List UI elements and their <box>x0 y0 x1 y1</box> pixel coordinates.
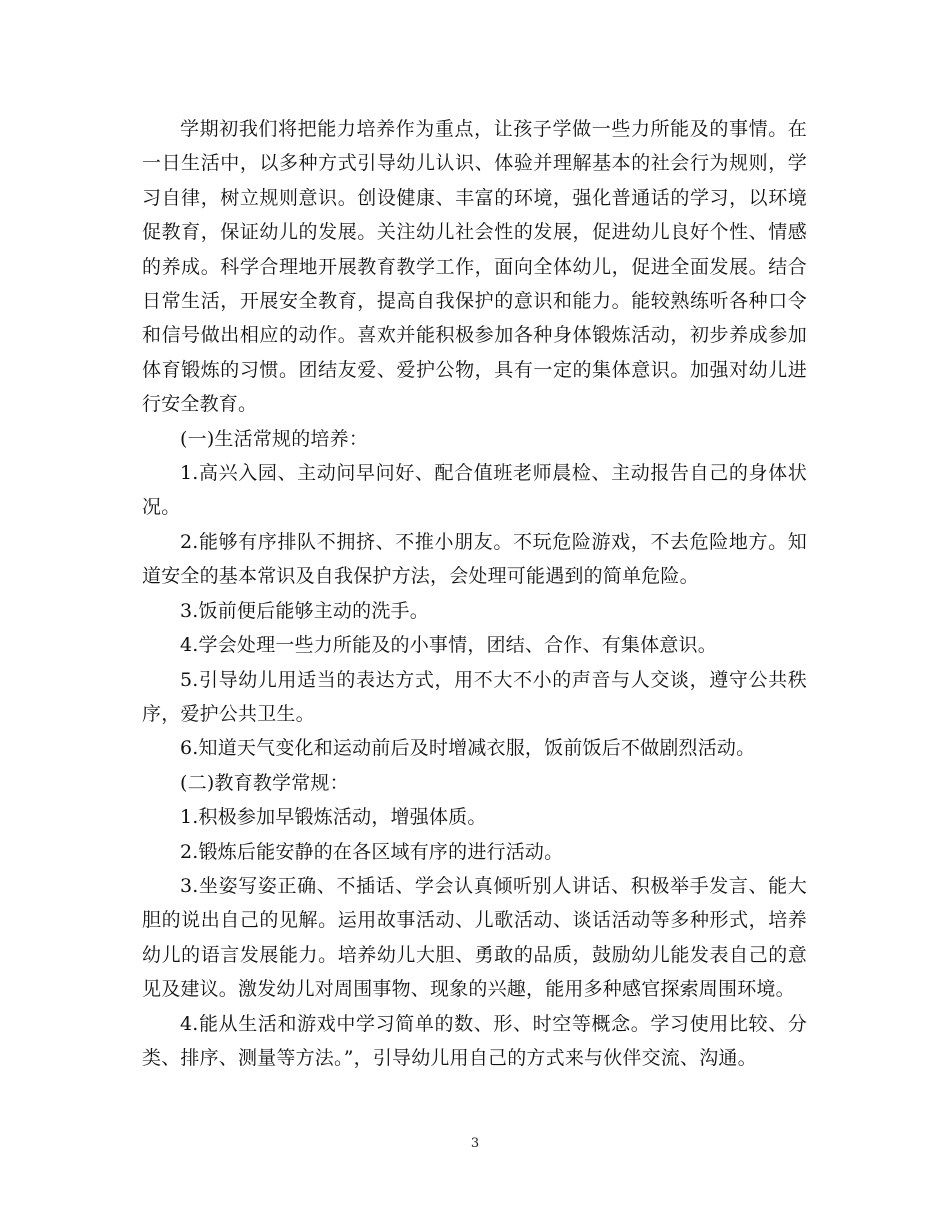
list-item: 4.学会处理一些力所能及的小事情，团结、合作、有集体意识。 <box>180 634 717 657</box>
list-item: 1.高兴入园、主动问早问好、配合值班老师晨检、主动报告自己的身体状况。 <box>142 462 807 519</box>
list-item: 6.知道天气变化和运动前后及时增减衣服，饭前饭后不做剧烈活动。 <box>180 737 756 760</box>
page-number: 3 <box>470 1136 480 1151</box>
list-item: 2.锻炼后能安静的在各区域有序的进行活动。 <box>180 840 564 863</box>
list-item: 4.能从生活和游戏中学习简单的数、形、时空等概念。学习使用比较、分类、排序、测量等方法。”，引导幼儿用自己的方式来与伙伴交流、沟通。 <box>142 1012 807 1069</box>
section-heading-teaching-routine: (二)教育教学常规： <box>180 771 349 794</box>
intro-paragraph: 学期初我们将把能力培养作为重点，让孩子学做一些力所能及的事情。在一日生活中，以多种方式引导幼儿认识、体验并理解基本的社会行为规则，学习自律，树立规则意识。创设健康、丰富的环境，强化普通话的学习，以环境促教育，保证幼儿的发展。关注幼儿社会性的发展，促进幼儿良好个性、情感的养成。科学合理地开展教育教学工作，面向全体幼儿，促进全面发展。结合日常生活，开展安全教育，提高自我保护的意识和能力。能较熟练听各种口令和信号做出相应的动作。喜欢并能积极参加各种身体锻炼活动，初步养成参加体育锻炼的习惯。团结友爱、爱护公物，具有一定的集体意识。加强对幼儿进行安全教育。 <box>142 118 807 416</box>
section-heading-life-routine: (一)生活常规的培养： <box>180 427 369 450</box>
list-item: 1.积极参加早锻炼活动，增强体质。 <box>180 806 487 829</box>
list-item: 3.坐姿写姿正确、不插话、学会认真倾听别人讲话、积极举手发言、能大胆的说出自己的见解。运用故事活动、儿歌活动、谈话活动等多种形式，培养幼儿的语言发展能力。培养幼儿大胆、勇敢的品质，鼓励幼儿能发表自己的意见及建议。激发幼儿对周围事物、现象的兴趣，能用多种感官探索周围环境。 <box>142 874 807 1001</box>
list-item: 2.能够有序排队不拥挤、不推小朋友。不玩危险游戏，不去危险地方。知道安全的基本常识及自我保护方法，会处理可能遇到的简单危险。 <box>142 530 807 588</box>
list-item: 3.饭前便后能够主动的洗手。 <box>180 599 429 622</box>
document-body <box>142 112 807 1075</box>
list-item: 5.引导幼儿用适当的表达方式，用不大不小的声音与人交谈，遵守公共秩序，爱护公共卫生。 <box>142 668 807 725</box>
